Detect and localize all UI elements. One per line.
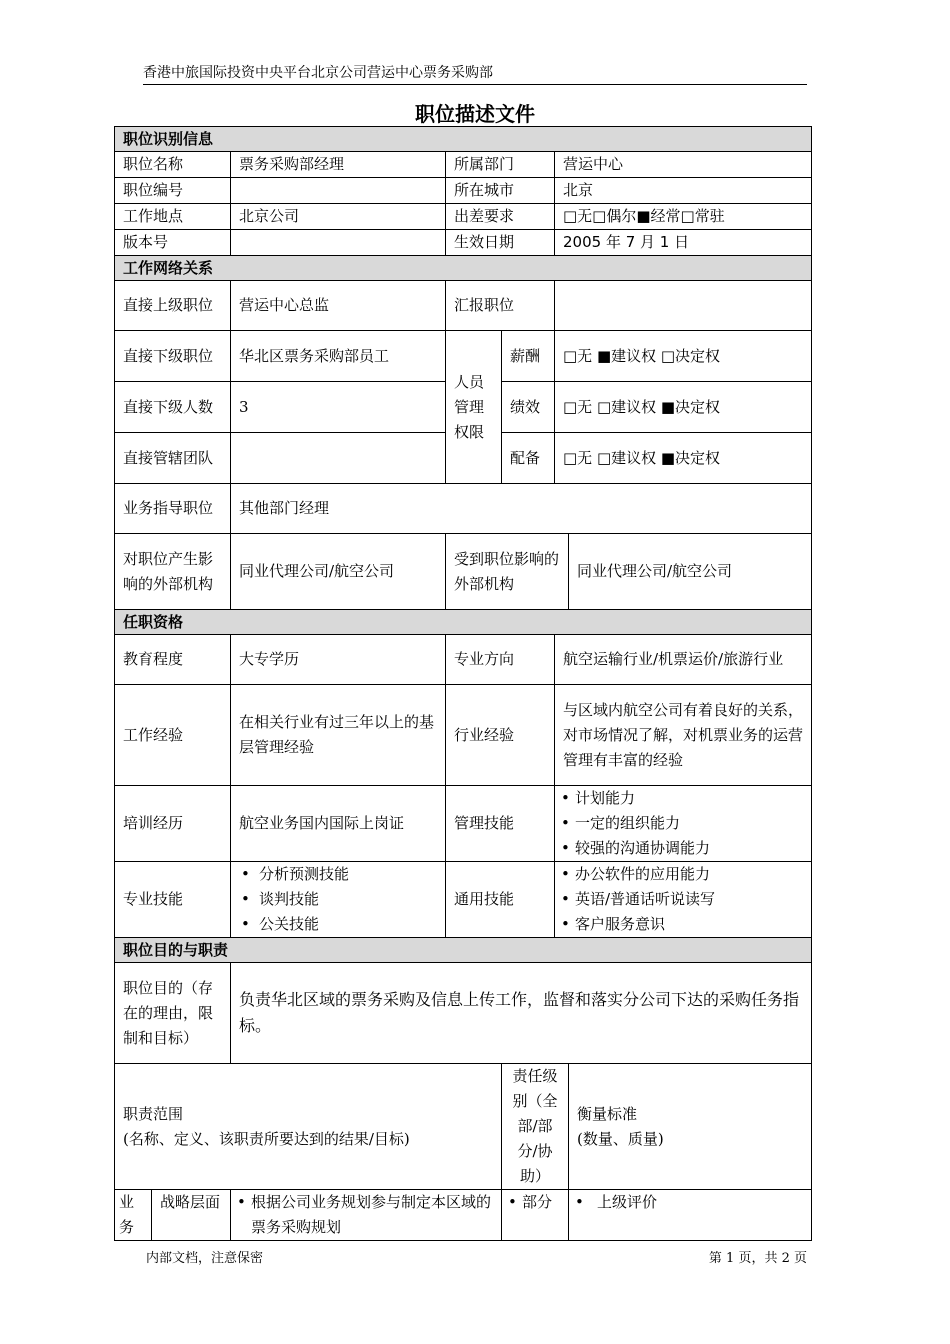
measure-header [569, 1064, 812, 1190]
label-version: 版本号 [115, 230, 231, 256]
label-affected-external: 受到职位影响的外部机构 [446, 534, 569, 610]
section-network: 工作网络关系 [115, 256, 812, 281]
label-location: 工作地点 [115, 204, 231, 230]
duty-description [231, 1190, 502, 1241]
value-mgmt-skills [555, 786, 812, 862]
value-travel: □无□偶尔■经常□常驻 [555, 204, 812, 230]
label-superior: 直接上级职位 [115, 281, 231, 331]
label-industry: 行业经验 [446, 685, 555, 786]
value-effective-date: 2005 年 7 月 1 日 [555, 230, 812, 256]
label-report: 汇报职位 [446, 281, 555, 331]
label-salary: 薪酬 [502, 331, 555, 382]
duty-measure [569, 1190, 812, 1241]
list-item: • 根据公司业务规划参与制定本区域的票务采购规划 [235, 1190, 493, 1240]
label-purpose: 职位目的（存在的理由，限制和目标） [115, 963, 231, 1064]
label-city: 所在城市 [446, 178, 555, 204]
value-superior: 营运中心总监 [231, 281, 446, 331]
document-title: 职位描述文件 [415, 102, 535, 126]
value-department: 营运中心 [555, 152, 812, 178]
list-item: • 较强的沟通协调能力 [559, 836, 803, 861]
section-purpose: 职位目的与职责 [115, 938, 812, 963]
list-item: • 谈判技能 [231, 887, 437, 912]
value-salary: □无 ■建议权 □决定权 [555, 331, 812, 382]
value-guidance: 其他部门经理 [231, 484, 812, 534]
label-subordinate: 直接下级职位 [115, 331, 231, 382]
section-identity: 职位识别信息 [115, 127, 812, 152]
value-position-no [231, 178, 446, 204]
measure-subtitle: (数量、质量) [577, 1129, 664, 1148]
label-performance: 绩效 [502, 382, 555, 433]
list-item: • 计划能力 [559, 786, 803, 811]
value-location: 北京公司 [231, 204, 446, 230]
value-position-name: 票务采购部经理 [231, 152, 446, 178]
value-report [555, 281, 812, 331]
value-experience: 在相关行业有过三年以上的基层管理经验 [231, 685, 446, 786]
label-mgmt-skills: 管理技能 [446, 786, 555, 862]
label-department: 所属部门 [446, 152, 555, 178]
label-general-skills: 通用技能 [446, 862, 555, 938]
value-performance: □无 □建议权 ■决定权 [555, 382, 812, 433]
document-header: 香港中旅国际投资中央平台北京公司营运中心票务采购部 [143, 64, 807, 85]
footer-confidential: 内部文档，注意保密 [146, 1251, 264, 1266]
label-staffing: 配备 [502, 433, 555, 484]
value-industry: 与区域内航空公司有着良好的关系，对市场情况了解，对机票业务的运营管理有丰富的经验 [555, 685, 812, 786]
value-prof-skills [231, 862, 446, 938]
duty-level [502, 1190, 569, 1241]
value-general-skills [555, 862, 812, 938]
list-item: • 分析预测技能 [231, 862, 437, 887]
scope-header [115, 1064, 502, 1190]
list-item: • 客户服务意识 [559, 912, 803, 937]
label-sub-count: 直接下级人数 [115, 382, 231, 433]
label-experience: 工作经验 [115, 685, 231, 786]
value-sub-count: 3 [231, 382, 446, 433]
value-city: 北京 [555, 178, 812, 204]
value-major: 航空运输行业/机票运价/旅游行业 [555, 635, 812, 685]
value-affects-external: 同业代理公司/航空公司 [231, 534, 446, 610]
label-prof-skills: 专业技能 [115, 862, 231, 938]
label-affects-external: 对职位产生影响的外部机构 [115, 534, 231, 610]
value-team [231, 433, 446, 484]
value-affected-external: 同业代理公司/航空公司 [569, 534, 812, 610]
label-position-no: 职位编号 [115, 178, 231, 204]
list-item: • 上级评价 [573, 1190, 803, 1215]
label-education: 教育程度 [115, 635, 231, 685]
list-item: • 英语/普通话听说读写 [559, 887, 803, 912]
level-header: 责任级别（全部/部分/协助） [502, 1064, 569, 1190]
value-training: 航空业务国内国际上岗证 [231, 786, 446, 862]
value-staffing: □无 □建议权 ■决定权 [555, 433, 812, 484]
job-description-table [114, 126, 812, 1241]
label-travel: 出差要求 [446, 204, 555, 230]
scope-title: 职责范围 [123, 1104, 184, 1123]
duty-subcategory: 战略层面 [152, 1190, 231, 1241]
value-education: 大专学历 [231, 635, 446, 685]
value-purpose: 负责华北区域的票务采购及信息上传工作，监督和落实分公司下达的采购任务指标。 [231, 963, 812, 1064]
section-qualification: 任职资格 [115, 610, 812, 635]
label-guidance: 业务指导职位 [115, 484, 231, 534]
value-version [231, 230, 446, 256]
footer-page-number: 第 1 页，共 2 页 [708, 1251, 807, 1266]
label-effective-date: 生效日期 [446, 230, 555, 256]
duty-category: 业务 [115, 1190, 152, 1241]
value-subordinate: 华北区票务采购部员工 [231, 331, 446, 382]
label-training: 培训经历 [115, 786, 231, 862]
label-team: 直接管辖团队 [115, 433, 231, 484]
label-position-name: 职位名称 [115, 152, 231, 178]
list-item: • 一定的组织能力 [559, 811, 803, 836]
label-major: 专业方向 [446, 635, 555, 685]
list-item: • 办公软件的应用能力 [559, 862, 803, 887]
label-hr-authority: 人员管理权限 [446, 331, 502, 484]
list-item: • 公关技能 [231, 912, 437, 937]
measure-title: 衡量标准 [577, 1104, 638, 1123]
list-item: • 部分 [506, 1190, 560, 1215]
scope-subtitle: (名称、定义、该职责所要达到的结果/目标) [123, 1129, 410, 1148]
